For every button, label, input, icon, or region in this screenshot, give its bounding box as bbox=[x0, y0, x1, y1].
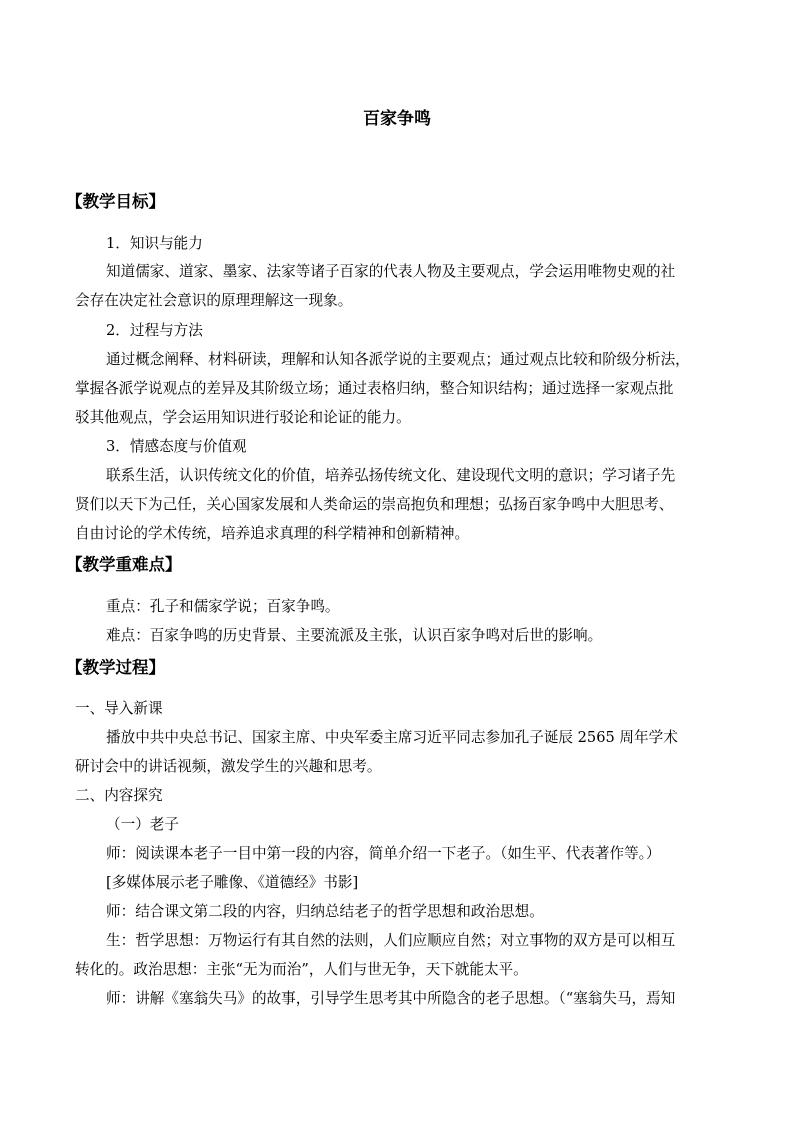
goal-item-2-title: 2．过程与方法 bbox=[106, 322, 203, 339]
paragraph-line: 自由讨论的学术传统，培养追求真理的科学精神和创新精神。 bbox=[75, 525, 470, 542]
page-title: 百家争鸣 bbox=[363, 109, 431, 129]
part-2-title: 二、内容探究 bbox=[75, 787, 163, 804]
paragraph-line: 驳其他观点，学会运用知识进行驳论和论证的能力。 bbox=[75, 409, 411, 426]
section-heading-process: 【教学过程】 bbox=[66, 658, 165, 677]
goal-item-3-title: 3．情感态度与价值观 bbox=[106, 438, 247, 455]
goal-item-1-title: 1．知识与能力 bbox=[106, 235, 203, 252]
paragraph-line: 知道儒家、道家、墨家、法家等诸子百家的代表人物及主要观点，学会运用唯物史观的社 bbox=[106, 263, 676, 280]
section-heading-goals: 【教学目标】 bbox=[66, 192, 165, 211]
focus-line: 重点：孔子和儒家学说；百家争鸣。 bbox=[106, 598, 340, 615]
dialogue-line: 生：哲学思想：万物运行有其自然的法则，人们应顺应自然；对立事物的双方是可以相互 bbox=[106, 932, 676, 949]
dialogue-line: 师：结合课文第二段的内容，归纳总结老子的哲学思想和政治思想。 bbox=[106, 903, 544, 920]
dialogue-line: 转化的。政治思想：主张“无为而治”，人们与世无争，天下就能太平。 bbox=[75, 961, 528, 978]
subsection-title-laozi: （一）老子 bbox=[106, 816, 179, 833]
section-heading-keypoints: 【教学重难点】 bbox=[66, 555, 182, 574]
paragraph-line: 掌握各派学说观点的差异及其阶级立场；通过表格归纳，整合知识结构；通过选择一家观点批 bbox=[75, 380, 674, 397]
difficulty-line: 难点：百家争鸣的历史背景、主要流派及主张，认识百家争鸣对后世的影响。 bbox=[106, 627, 603, 644]
paragraph-line: 联系生活，认识传统文化的价值，培养弘扬传统文化、建设现代文明的意识；学习诸子先 bbox=[106, 467, 676, 484]
part-1-title: 一、导入新课 bbox=[75, 700, 163, 717]
dialogue-line: 师：讲解《塞翁失马》的故事，引导学生思考其中所隐含的老子思想。（“塞翁失马，焉知 bbox=[106, 990, 676, 1007]
dialogue-line: 师：阅读课本老子一目中第一段的内容，简单介绍一下老子。（如生平、代表著作等。） bbox=[106, 845, 661, 862]
paragraph-line: 播放中共中央总书记、国家主席、中央军委主席习近平同志参加孔子诞辰 2565 周年学术 bbox=[106, 729, 678, 746]
dialogue-line: [多媒体展示老子雕像、《道德经》书影] bbox=[106, 874, 359, 891]
paragraph-line: 贤们以天下为己任，关心国家发展和人类命运的崇高抱负和理想；弘扬百家争鸣中大胆思考、 bbox=[75, 496, 674, 513]
paragraph-line: 研讨会中的讲话视频，激发学生的兴趣和思考。 bbox=[75, 758, 382, 775]
paragraph-line: 通过概念阐释、材料研读，理解和认知各派学说的主要观点；通过观点比较和阶级分析法， bbox=[106, 351, 690, 368]
paragraph-line: 会存在决定社会意识的原理理解这一现象。 bbox=[75, 292, 353, 309]
